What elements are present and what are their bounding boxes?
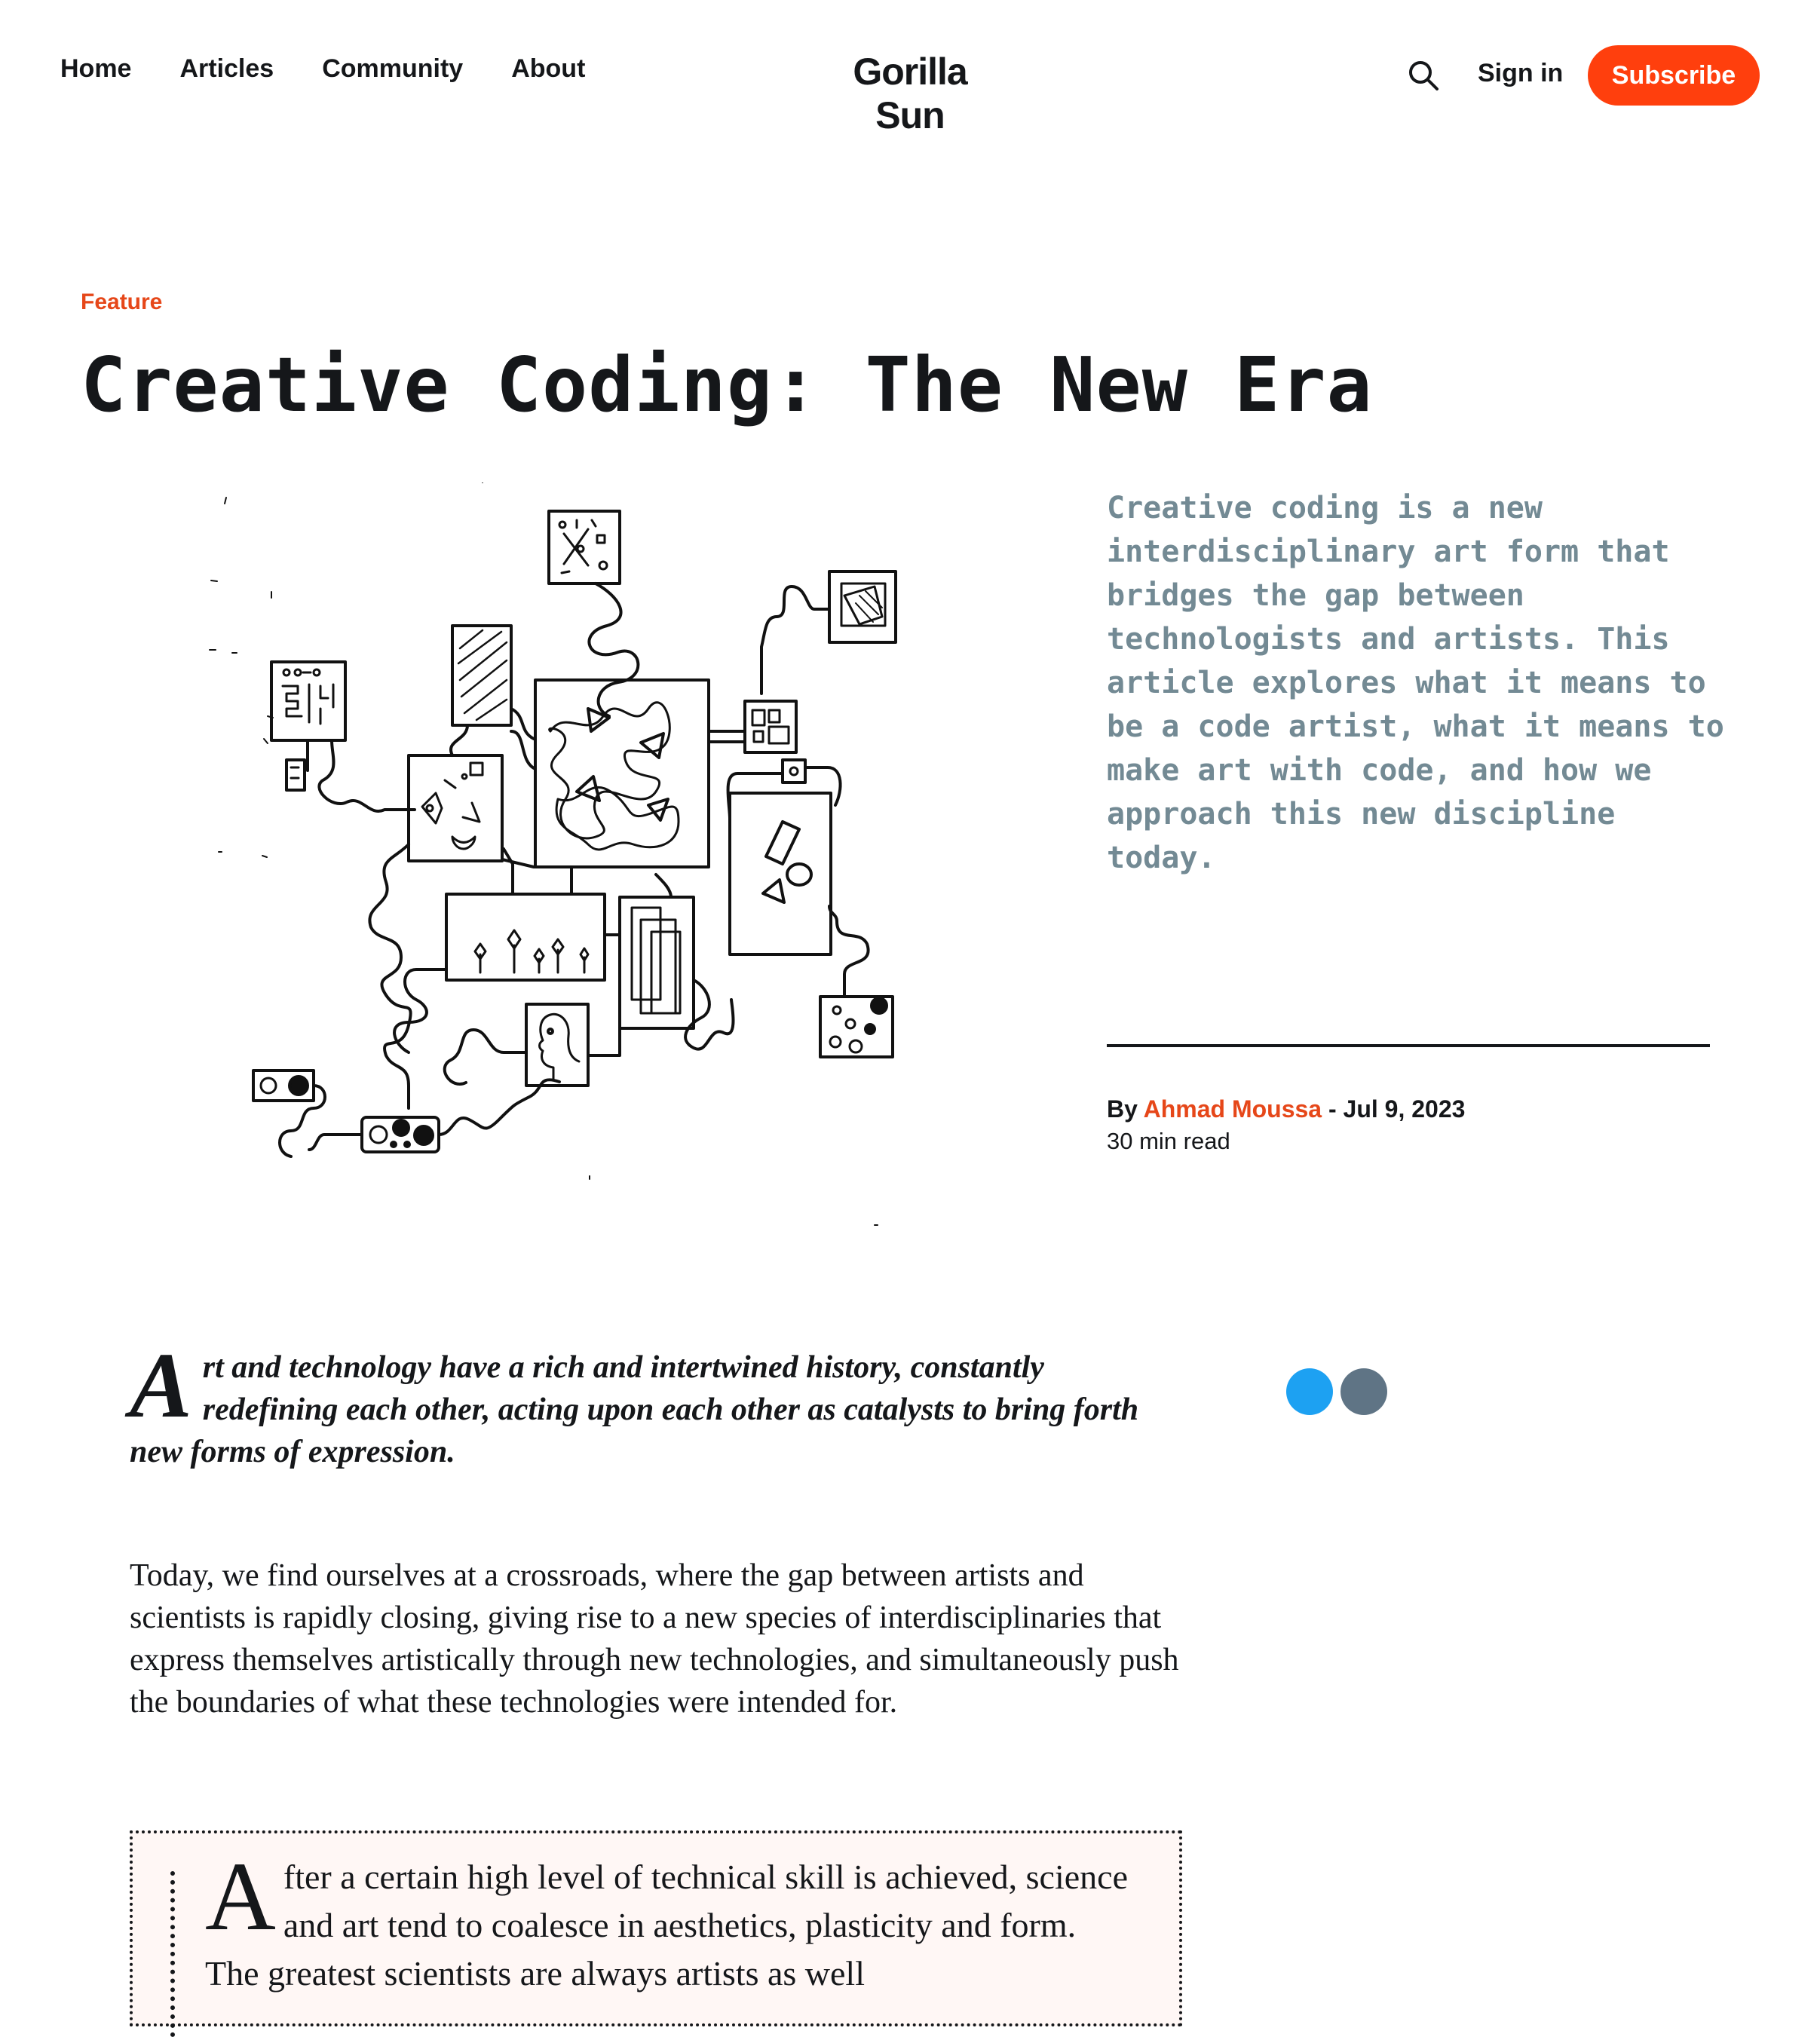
- body-paragraph: Today, we find ourselves at a crossroads, where the gap between artists and scientists is rapidly closing, giving rise to a new species of interdisciplinaries that express themselves artistically through new technologies, and simultaneously push the boundaries of what these technologies were intended for.: [130, 1558, 1179, 1720]
- share-buttons: [1286, 1368, 1387, 1415]
- subscribe-button[interactable]: Subscribe: [1588, 45, 1760, 106]
- header-divider: [1107, 1044, 1710, 1047]
- feature-illustration: [196, 482, 920, 1236]
- lead-paragraph: [130, 1334, 1170, 1473]
- article-excerpt: Creative coding is a new interdisciplinary art form that bridges the gap between technologists and artists. This article explores what it means to be a code artist, what it means to make art with code, and how we approach this new discipline today.: [1107, 491, 1724, 875]
- sign-in-link[interactable]: Sign in: [1478, 59, 1564, 87]
- publish-date: - Jul 9, 2023: [1322, 1095, 1466, 1123]
- search-button[interactable]: [1407, 59, 1440, 92]
- lead-text: rt and technology have a rich and intertwined history, constantly redefining each other, acting upon each other as catalysts to bring forth new forms of expression.: [130, 1350, 1139, 1469]
- quote-text: [205, 1842, 1132, 1998]
- byline-prefix: By: [1107, 1095, 1144, 1123]
- share-twitter-button[interactable]: [1286, 1368, 1333, 1415]
- quote-body: fter a certain high level of technical skill is achieved, science and art tend to coalesce in aesthetics, plasticity and form. The greatest scientists are always artists as well: [205, 1858, 1128, 1993]
- nav-community-link[interactable]: Community: [322, 54, 464, 83]
- nav-home-link[interactable]: Home: [60, 54, 132, 83]
- quote-bar: [170, 1871, 175, 2037]
- quote-callout: [130, 1830, 1182, 2026]
- read-time: 30 min read: [1107, 1128, 1230, 1154]
- quote-dropcap: A: [205, 1842, 276, 1951]
- main-nav: [60, 54, 585, 84]
- author-link[interactable]: Ahmad Moussa: [1143, 1095, 1322, 1123]
- article-tag[interactable]: Feature: [81, 289, 163, 314]
- article-title: Creative Coding: The New Era: [81, 341, 1373, 429]
- lead-dropcap: A: [130, 1334, 192, 1437]
- site-header: [0, 0, 1820, 151]
- nav-articles-link[interactable]: Articles: [179, 54, 274, 83]
- share-link-button[interactable]: [1340, 1368, 1387, 1415]
- article-byline: [1107, 1095, 1465, 1123]
- nav-about-link[interactable]: About: [511, 54, 586, 83]
- site-logo-title[interactable]: Gorilla Sun: [853, 51, 967, 136]
- search-icon: [1407, 59, 1440, 92]
